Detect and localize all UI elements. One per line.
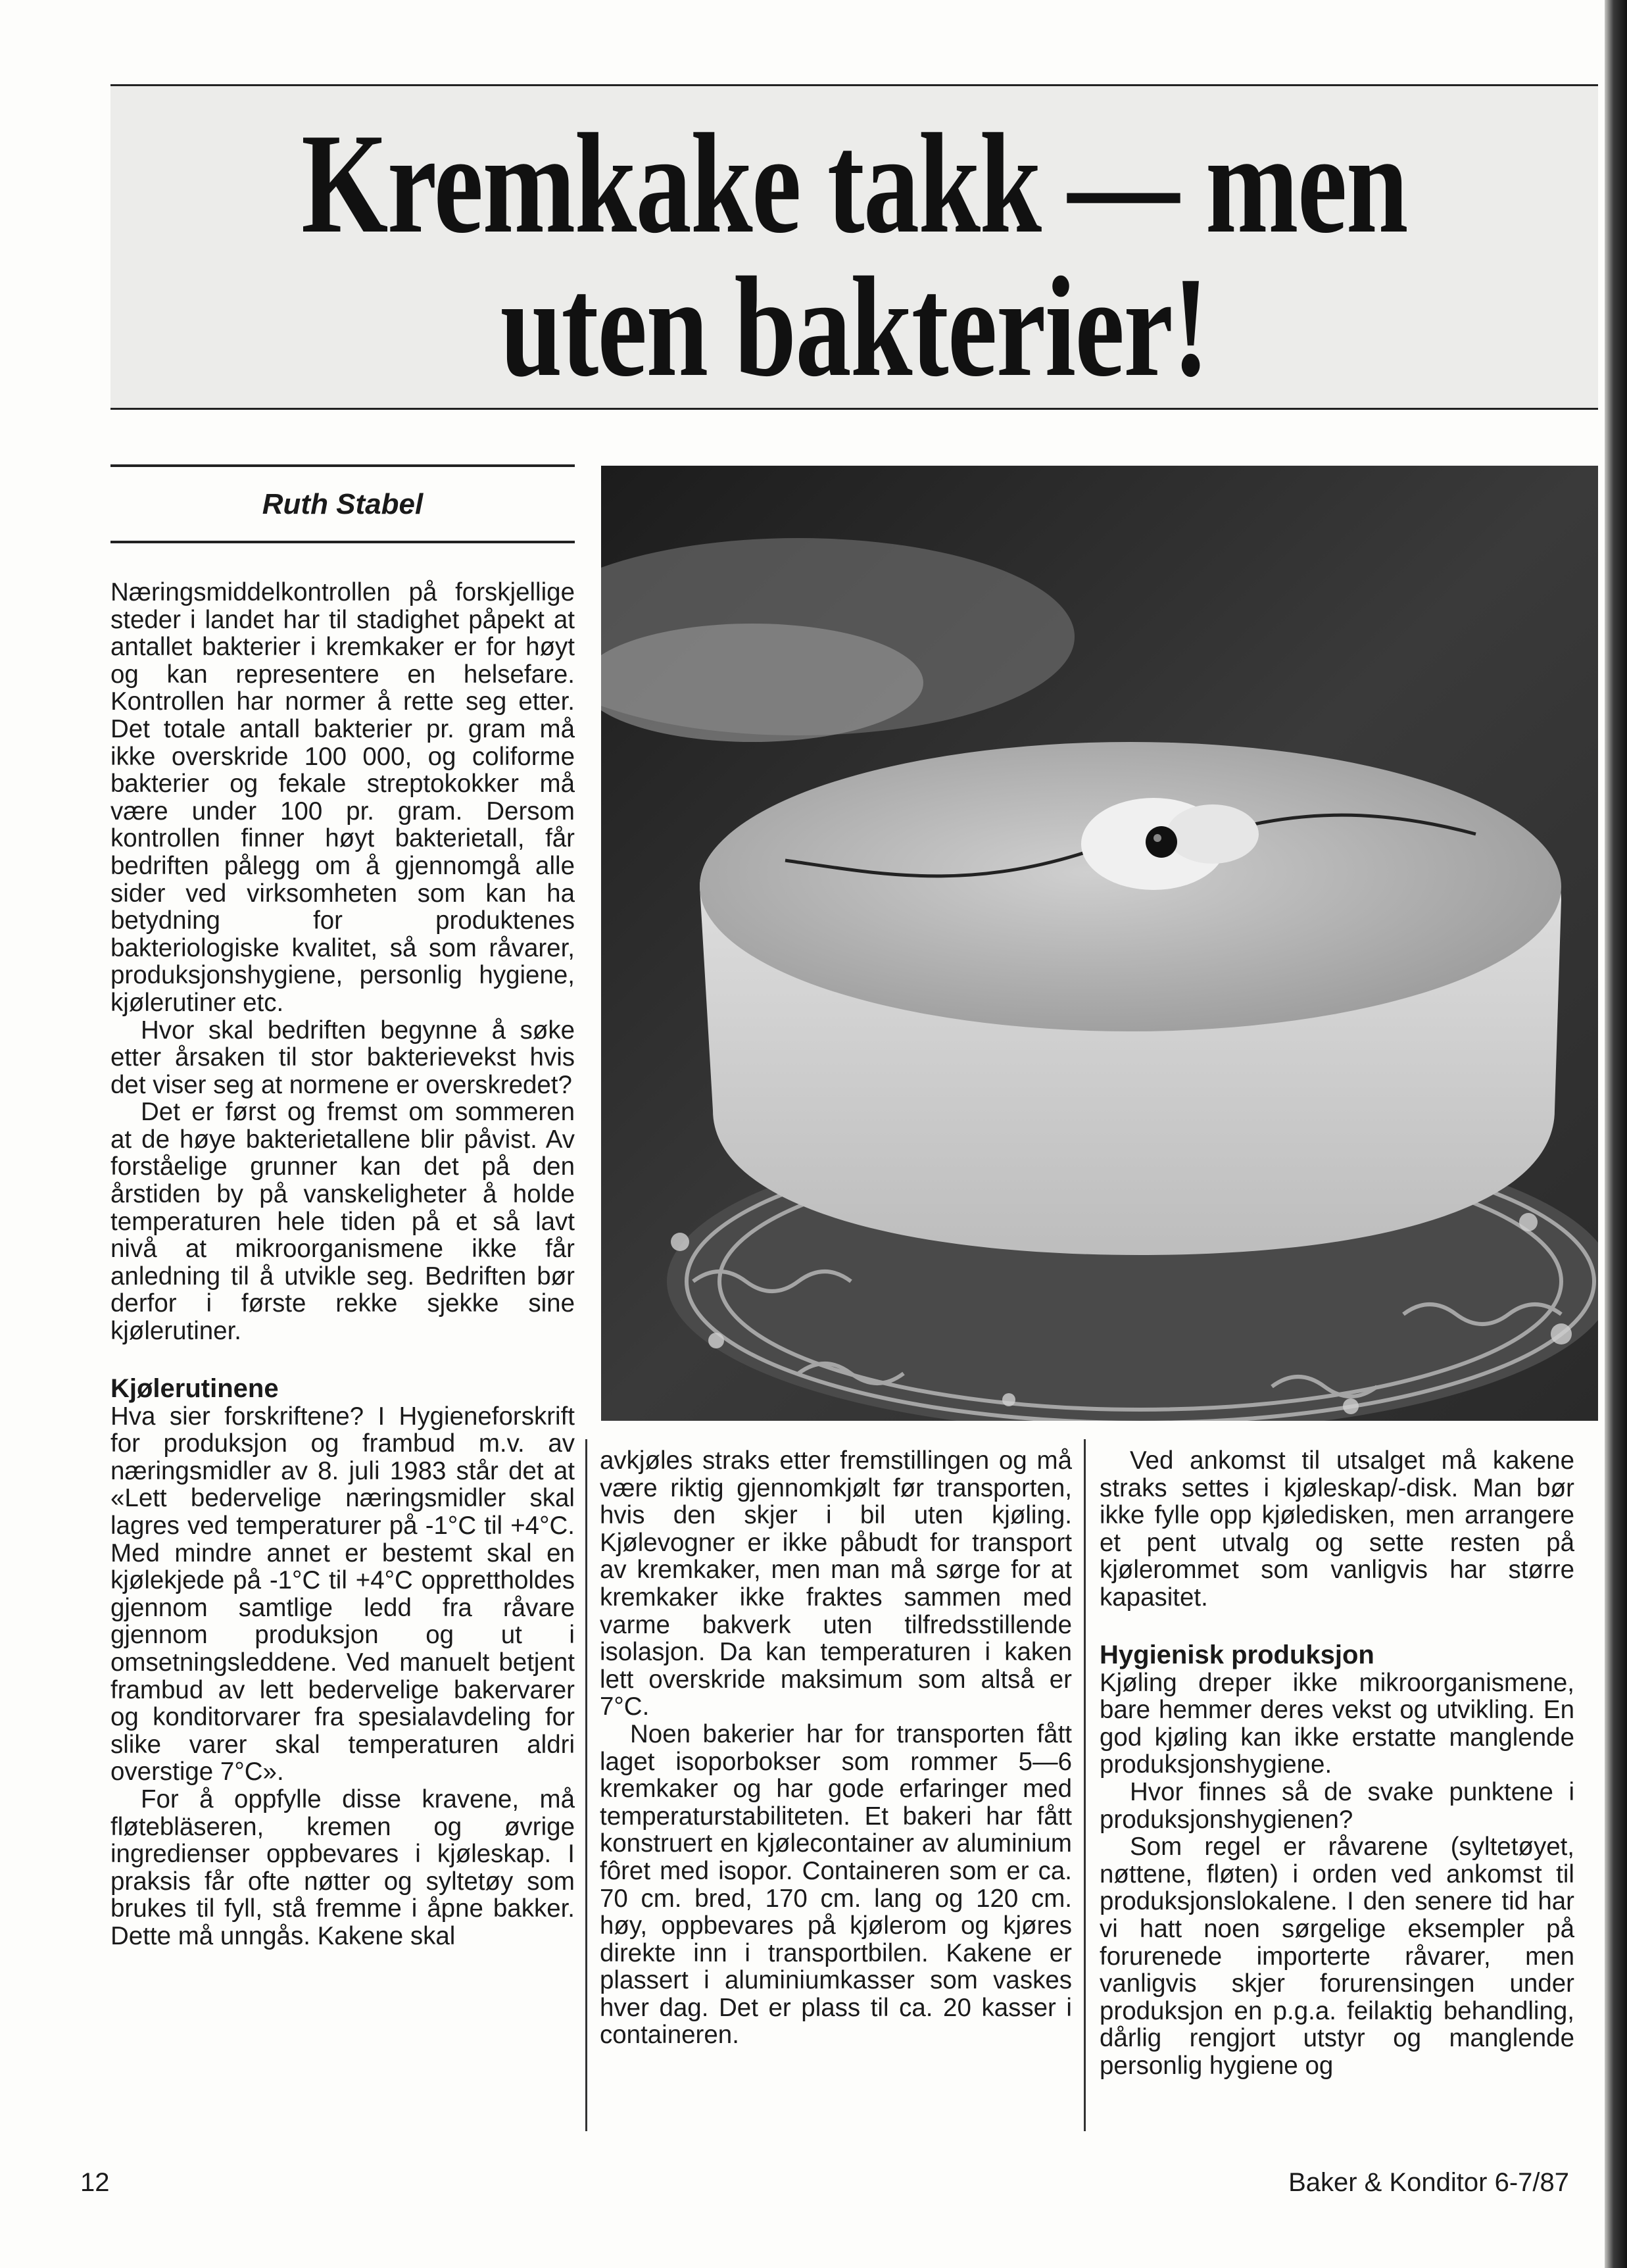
author-rule-top xyxy=(110,464,575,467)
article-column-2 xyxy=(600,1447,1072,2049)
article-column-3 xyxy=(1100,1447,1574,2079)
cream-cake-photo xyxy=(601,466,1598,1421)
paragraph: Det er først og fremst om sommeren at de høye bakterietallene blir påvist. Av forståelige grunner kan det på den årstiden by på vanskeligheter å holde temperaturen hele tiden på et så lavt nivå at mikroorganismene ikke får anledning til å utvikle seg. Bedriften bør derfor i første rekke sjekke sine kjølerutiner. xyxy=(110,1098,575,1346)
issue-footer: Baker & Konditor 6-7/87 xyxy=(1288,2168,1569,2197)
paragraph: Som regel er råvarene (syltetøyet, nøttene, fløten) i orden ved ankomst til produksjonslokalene. I den senere tid har vi hatt noen sørgelige eksempler på forurenede importerte råvarer, men vanligvis skjer forurensingen under produksjon en p.g.a. feilaktig behandling, dårlig rengjort utstyr og manglende personlig hygiene og xyxy=(1100,1833,1574,2080)
paragraph: Kjøling dreper ikke mikroorganismene, bare hemmer deres vekst og utvikling. En god kjøling kan ikke erstatte manglende produksjonshygiene. xyxy=(1100,1668,1574,1779)
section-heading-kjolerutinene: Kjølerutinene xyxy=(110,1373,279,1403)
article-column-1 xyxy=(110,579,575,1950)
paragraph: For å oppfylle disse kravene, må fløtebläseren, kremen og øvrige ingredienser oppbevares i kjøleskap. I praksis får ofte nøtter og syltetøy som brukes til fyll, stå fremme i åpne bakker. Dette må unngås. Kakene skal xyxy=(110,1785,575,1950)
column-divider xyxy=(1084,1439,1086,2131)
page-number: 12 xyxy=(80,2168,110,2197)
headline-line-1: Kremkake takk — men xyxy=(301,105,1407,263)
headline-box xyxy=(110,84,1598,410)
binding-edge xyxy=(1605,0,1627,2268)
paragraph: Hva sier forskriftene? I Hygieneforskrift for produksjon og frambud m.v. av næringsmidler av 8. juli 1983 står det at «Lett bedervelige næringsmidler skal lagres ved temperaturer på -1°C til +4°C. Med mindre annet er bestemt skal en kjølekjede på -1°C til +4°C opprettholdes gjennom samtlige ledd fra råvare gjennom produksjon og ut i omsetningsleddene. Ved manuelt betjent frambud av lett bedervelige bakervarer og konditorvarer fra spesialavdeling for slike varer skal temperaturen aldri overstige 7°C». xyxy=(110,1402,575,1787)
section-heading-hygienisk-produksjon: Hygienisk produksjon xyxy=(1100,1640,1374,1669)
headline-line-2: uten bakterier! xyxy=(500,248,1209,407)
author-rule-bottom xyxy=(110,541,575,543)
paragraph: Hvor skal bedriften begynne å søke etter årsaken til stor bakterievekst hvis det viser seg at normene er overskredet? xyxy=(110,1016,575,1099)
paragraph: Næringsmiddelkontrollen på forskjellige steder i landet har til stadighet påpekt at antallet bakterier i kremkaker er for høyt og kan representere en helsefare. Kontrollen har normer å rette seg etter. Det totale antall bakterier pr. gram må ikke overskride 100 000, og coliforme bakterier og fekale streptokokker må være under 100 pr. gram. Dersom kontrollen finner høyt bakterietall, får bedriften pålegg om å gjennomgå alle sider ved virksomheten som kan ha betydning for produktenes bakteriologiske kvalitet, så som råvarer, produksjonshygiene, personlig hygiene, kjølerutiner etc. xyxy=(110,578,575,1017)
paragraph: avkjøles straks etter fremstillingen og må være riktig gjennomkjølt før transporten, hvis den skjer i bil uten kjøling. Kjølevogner er ikke påbudt for transport av kremkaker, men man må sørge for at kremkaker ikke fraktes sammen med varme bakverk uten tilfredsstillende isolasjon. Da kan temperaturen i kaken lett overskride maksimum som altså er 7°C. xyxy=(600,1446,1072,1721)
column-divider xyxy=(585,1439,587,2131)
author-byline: Ruth Stabel xyxy=(262,488,424,520)
paragraph: Hvor finnes så de svake punktene i produksjonshygienen? xyxy=(1100,1777,1574,1834)
paragraph: Ved ankomst til utsalget må kakene straks settes i kjøleskap/-disk. Man bør ikke fylle opp kjøledisken, men arrangere et pent utvalg og sette resten på kjølerommet som vanligvis har større kapasitet. xyxy=(1100,1446,1574,1612)
paragraph: Noen bakerier har for transporten fått laget isoporbokser som rommer 5—6 kremkaker og har gode erfaringer med temperaturstabiliteten. Et bakeri har fått konstruert en kjølecontainer av aluminium fôret med isopor. Containeren som er ca. 70 cm. bred, 170 cm. lang og 120 cm. høy, oppbevares på kjølerom og kjøres direkte inn i transportbilen. Kakene er plassert i aluminiumkasser som vaskes hver dag. Det er plass til ca. 20 kasser i containeren. xyxy=(600,1719,1072,2050)
